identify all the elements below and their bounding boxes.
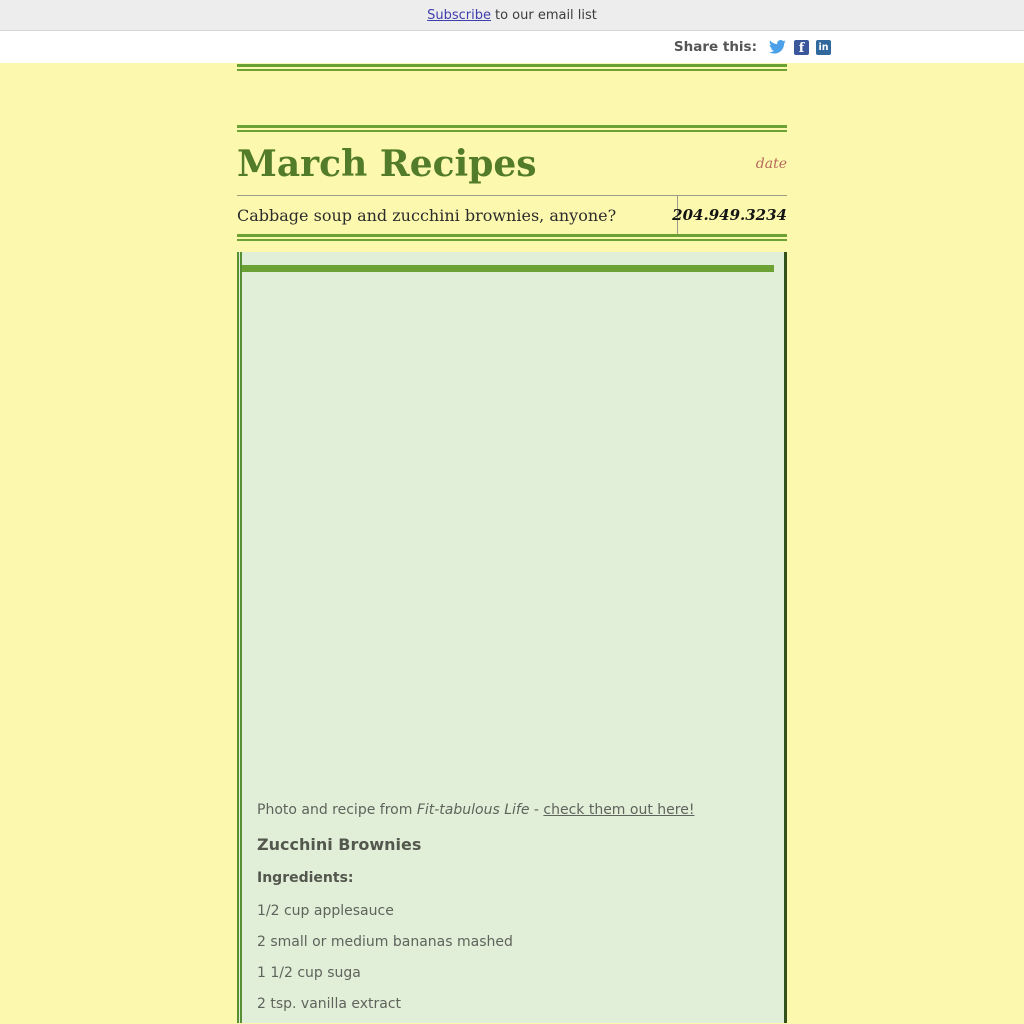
page-title: March Recipes: [237, 142, 537, 185]
share-this-label: Share this:: [673, 39, 757, 55]
recipe-title: Zucchini Brownies: [257, 835, 422, 854]
date-label: date: [755, 155, 787, 172]
linkedin-icon[interactable]: in: [816, 40, 831, 55]
header-double-rule: [237, 125, 787, 132]
phone-cell: [672, 196, 787, 234]
header-row: [237, 132, 787, 195]
credit-prefix: Photo and recipe from: [257, 802, 417, 818]
subscribe-link[interactable]: Subscribe: [427, 7, 491, 23]
facebook-icon[interactable]: f: [794, 40, 809, 55]
ingredient-item: 2 tsp. vanilla extract: [257, 996, 402, 1012]
ingredients-label: Ingredients:: [257, 870, 354, 886]
social-icons: [769, 40, 831, 55]
share-bar: [0, 31, 1024, 63]
phone-number: 204.949.3234: [672, 206, 787, 224]
subtitle-double-rule: [237, 234, 787, 241]
subtitle-cell: [237, 196, 678, 234]
ingredient-item: 1/2 cup applesauce: [257, 903, 394, 919]
ingredient-item: 1 1/2 cup suga: [257, 965, 361, 981]
credit-separator: -: [529, 802, 544, 818]
newsletter-page: [0, 63, 1024, 1024]
twitter-icon[interactable]: [769, 40, 787, 55]
subtitle-row: [237, 195, 787, 234]
subscribe-text: to our email list: [494, 7, 597, 23]
credit-source: Fit-tabulous Life: [416, 802, 530, 818]
content-gap: [237, 241, 787, 252]
content-top-bar: [242, 265, 774, 272]
top-double-rule: [237, 64, 787, 71]
credit-link[interactable]: check them out here!: [543, 802, 695, 818]
subtitle-text: Cabbage soup and zucchini brownies, anyone?: [237, 205, 617, 225]
content-box: [237, 252, 787, 1023]
photo-credit-line: [257, 802, 769, 819]
ingredient-item: 2 small or medium bananas mashed: [257, 934, 513, 950]
recipe-photo-placeholder: [242, 272, 784, 802]
newsletter-container: [237, 125, 787, 1023]
subscribe-bar: [0, 0, 1024, 31]
recipe-article: [242, 802, 784, 1013]
